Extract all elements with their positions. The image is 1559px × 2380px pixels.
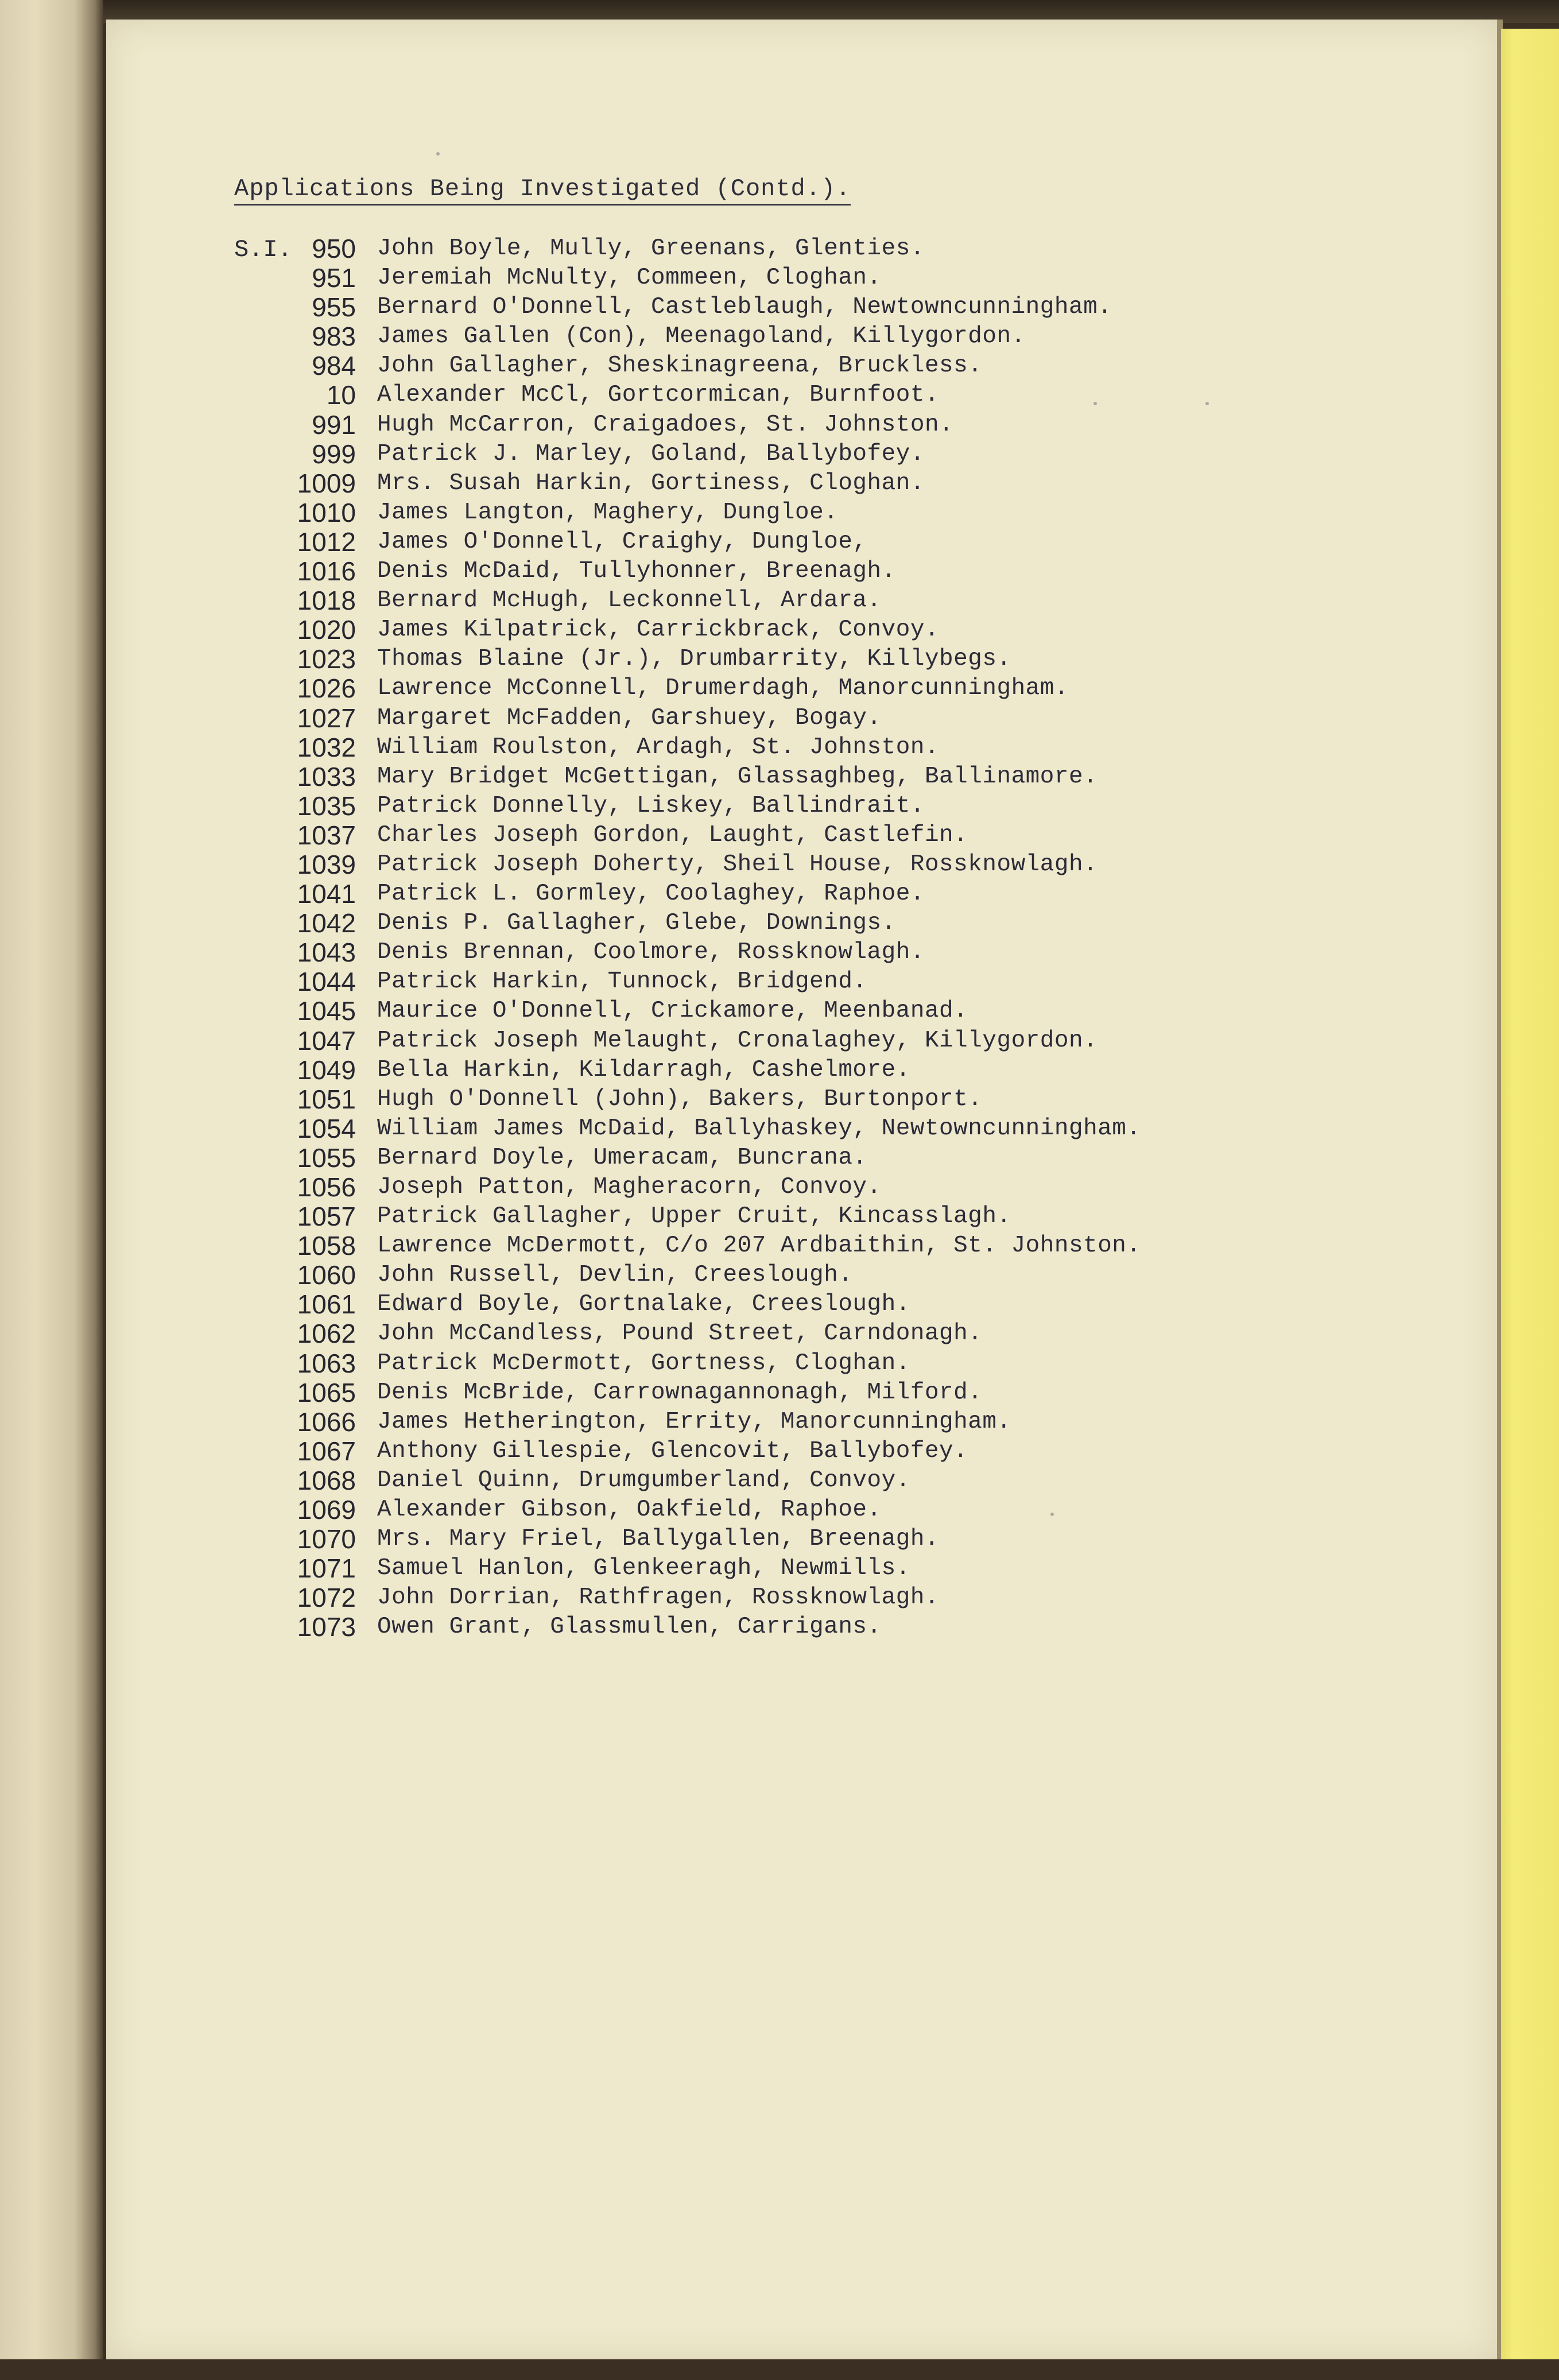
list-item [270,1026,1464,1056]
entry-number: 1062 [297,1319,356,1349]
list-item [270,557,1464,586]
entry-text: Edward Boyle, Gortnalake, Creeslough. [377,1291,910,1318]
entry-text: Bernard O'Donnell, Castleblaugh, Newtowncunningham. [377,294,1112,321]
entry-text: Denis P. Gallagher, Glebe, Downings. [377,910,896,937]
list-item [270,1612,1464,1642]
list-item [270,792,1464,821]
entry-number: 1069 [297,1495,356,1525]
entry-text: John Russell, Devlin, Creeslough. [377,1262,853,1289]
entry-number: 955 [312,292,356,323]
entry-list [270,234,1464,1642]
list-item [270,1056,1464,1085]
entry-number: 1057 [297,1201,356,1232]
entry-text: Jeremiah McNulty, Commeen, Cloghan. [377,265,882,292]
entry-text: Owen Grant, Glassmullen, Carrigans. [377,1614,882,1641]
entry-text: Bernard Doyle, Umeracam, Buncrana. [377,1144,867,1171]
entry-text: Lawrence McDermott, C/o 207 Ardbaithin, St. Johnston. [377,1232,1141,1259]
entry-number: 1051 [297,1084,356,1114]
entry-text: Mrs. Susah Harkin, Gortiness, Cloghan. [377,470,925,497]
entry-text: Charles Joseph Gordon, Laught, Castlefin. [377,821,968,848]
entry-number: 1041 [297,879,356,909]
list-item [270,704,1464,733]
list-item [270,938,1464,967]
entry-number: 1072 [297,1583,356,1613]
entry-number: 1058 [297,1231,356,1261]
entry-number: 1068 [297,1465,356,1495]
entry-number: 1043 [297,937,356,968]
entry-text: Alexander Gibson, Oakfield, Raphoe. [377,1497,882,1524]
entry-text: Patrick McDermott, Gortness, Cloghan. [377,1350,910,1377]
list-item [270,1319,1464,1348]
list-item [270,1583,1464,1612]
entry-text: Patrick Donnelly, Liskey, Ballindrait. [377,792,925,819]
list-item [270,645,1464,674]
list-item [270,469,1464,498]
entry-number: 984 [312,351,356,381]
entry-number: 1033 [297,761,356,792]
entry-text: Bella Harkin, Kildarragh, Cashelmore. [377,1056,910,1083]
list-item [270,1554,1464,1583]
entry-number: 1054 [297,1113,356,1144]
entry-text: Patrick J. Marley, Goland, Ballybofey. [377,440,925,467]
entry-text: Samuel Hanlon, Glenkeeragh, Newmills. [377,1555,910,1582]
entry-number: 1023 [297,644,356,675]
list-item [270,821,1464,850]
entry-text: Mrs. Mary Friel, Ballygallen, Breenagh. [377,1526,940,1553]
entry-number: 1012 [297,526,356,557]
list-item [270,1085,1464,1114]
entry-number: 1044 [297,967,356,997]
entry-number: 1018 [297,586,356,616]
entry-number: 1070 [297,1524,356,1555]
list-item [270,293,1464,322]
entry-text: Denis McDaid, Tullyhonner, Breenagh. [377,558,896,585]
entry-number: 1055 [297,1142,356,1173]
list-item [270,1202,1464,1231]
entry-text: James Gallen (Con), Meenagoland, Killygordon. [377,323,1026,350]
entry-text: James Kilpatrick, Carrickbrack, Convoy. [377,617,940,644]
entry-number: 1066 [297,1406,356,1437]
list-item [270,1437,1464,1466]
entry-number: 1010 [297,497,356,528]
entry-text: Patrick Joseph Doherty, Sheil House, Rossknowlagh. [377,851,1098,878]
entry-text: Hugh O'Donnell (John), Bakers, Burtonport. [377,1086,983,1113]
entry-number: 1037 [297,820,356,850]
entry-text: James Langton, Maghery, Dungloe. [377,499,839,526]
entry-number: 991 [312,409,356,440]
list-item [270,263,1464,293]
entry-text: Patrick Gallagher, Upper Cruit, Kincasslagh. [377,1203,1011,1230]
entry-text: Hugh McCarron, Craigadoes, St. Johnston. [377,411,954,438]
entry-text: Lawrence McConnell, Drumerdagh, Manorcunningham. [377,675,1069,702]
entry-number: 1056 [297,1172,356,1202]
entry-text: Denis Brennan, Coolmore, Rossknowlagh. [377,939,925,966]
entry-text: Thomas Blaine (Jr.), Drumbarrity, Killybegs. [377,646,1011,673]
entry-number: 1032 [297,732,356,762]
list-item [270,440,1464,469]
entry-number: 1073 [297,1612,356,1642]
entry-text: William Roulston, Ardagh, St. Johnston. [377,734,940,761]
entry-text: Daniel Quinn, Drumgumberland, Convoy. [377,1467,910,1494]
ink-speck [436,152,440,156]
entry-text: John Gallagher, Sheskinagreena, Bruckless. [377,352,983,379]
list-item [270,674,1464,703]
list-item [270,1261,1464,1290]
entry-text: John Boyle, Mully, Greenans, Glenties. [377,235,925,262]
entry-number: 10 [326,380,356,410]
list-item [270,909,1464,938]
entry-number: 1042 [297,908,356,939]
entry-text: James O'Donnell, Craighy, Dungloe, [377,528,867,555]
entry-number: 1071 [297,1553,356,1584]
entry-number: 1060 [297,1260,356,1290]
entry-number: 999 [312,439,356,469]
entry-number: 1009 [297,468,356,498]
entry-number: 1035 [297,790,356,821]
entry-number: 1020 [297,615,356,645]
entry-number: 1065 [297,1377,356,1408]
entry-number: 1049 [297,1055,356,1085]
entry-text: John McCandless, Pound Street, Carndonagh. [377,1320,983,1347]
bottom-edge [0,2359,1559,2380]
list-item [270,1525,1464,1554]
list-item [270,997,1464,1026]
entry-number: 1061 [297,1289,356,1320]
entry-text: John Dorrian, Rathfragen, Rossknowlagh. [377,1584,940,1611]
list-item [270,967,1464,997]
entry-text: Patrick Joseph Melaught, Cronalaghey, Killygordon. [377,1027,1098,1054]
list-item [270,1290,1464,1319]
entry-number: 1039 [297,849,356,879]
list-item [270,381,1464,410]
entry-number: 950 [312,234,356,263]
entry-text: Patrick Harkin, Tunnock, Bridgend. [377,968,867,995]
entry-number: 983 [312,321,356,352]
list-item [270,1349,1464,1378]
entry-number: 1063 [297,1348,356,1378]
entry-text: Anthony Gillespie, Glencovit, Ballybofey. [377,1437,968,1464]
entry-text: Patrick L. Gormley, Coolaghey, Raphoe. [377,881,925,908]
entry-number: 1067 [297,1436,356,1466]
list-item [270,528,1464,557]
entry-text: Maurice O'Donnell, Crickamore, Meenbanad. [377,998,968,1025]
entry-number: 951 [312,263,356,293]
list-item [270,850,1464,879]
entry-text: Bernard McHugh, Leckonnell, Ardara. [377,587,882,614]
entry-text: Alexander McCl, Gortcormican, Burnfoot. [377,382,940,409]
book-binding [0,0,103,2380]
entry-text: James Hetherington, Errity, Manorcunningham. [377,1408,1011,1435]
entry-number: 1047 [297,1025,356,1056]
list-item [270,498,1464,528]
list-item [270,322,1464,351]
list-item [270,1173,1464,1202]
list-item [270,1378,1464,1408]
entry-text: Denis McBride, Carrownagannonagh, Milford. [377,1379,983,1406]
entry-number: 1016 [297,556,356,587]
section-prefix: S.I. [234,236,292,263]
list-item [270,1495,1464,1525]
list-item [270,586,1464,615]
list-item [270,1408,1464,1437]
list-item [270,879,1464,909]
entry-number: 1026 [297,673,356,704]
list-item [270,351,1464,381]
list-item [270,1466,1464,1495]
list-item [270,1114,1464,1144]
yellow-sheet-edge [1501,29,1559,2380]
page-heading: Applications Being Investigated (Contd.). [234,175,851,206]
list-item [270,762,1464,792]
entry-number: 1027 [297,703,356,733]
entry-text: Margaret McFadden, Garshuey, Bogay. [377,704,882,731]
entry-number: 1045 [297,996,356,1026]
list-item [270,1144,1464,1173]
entry-text: William James McDaid, Ballyhaskey, Newtowncunningham. [377,1115,1141,1142]
list-item [270,234,1464,263]
entry-text: Joseph Patton, Magheracorn, Convoy. [377,1174,882,1200]
list-item [270,410,1464,440]
entry-text: Mary Bridget McGettigan, Glassaghbeg, Ballinamore. [377,763,1098,790]
list-item [270,1231,1464,1261]
list-item [270,733,1464,762]
list-item [270,615,1464,645]
